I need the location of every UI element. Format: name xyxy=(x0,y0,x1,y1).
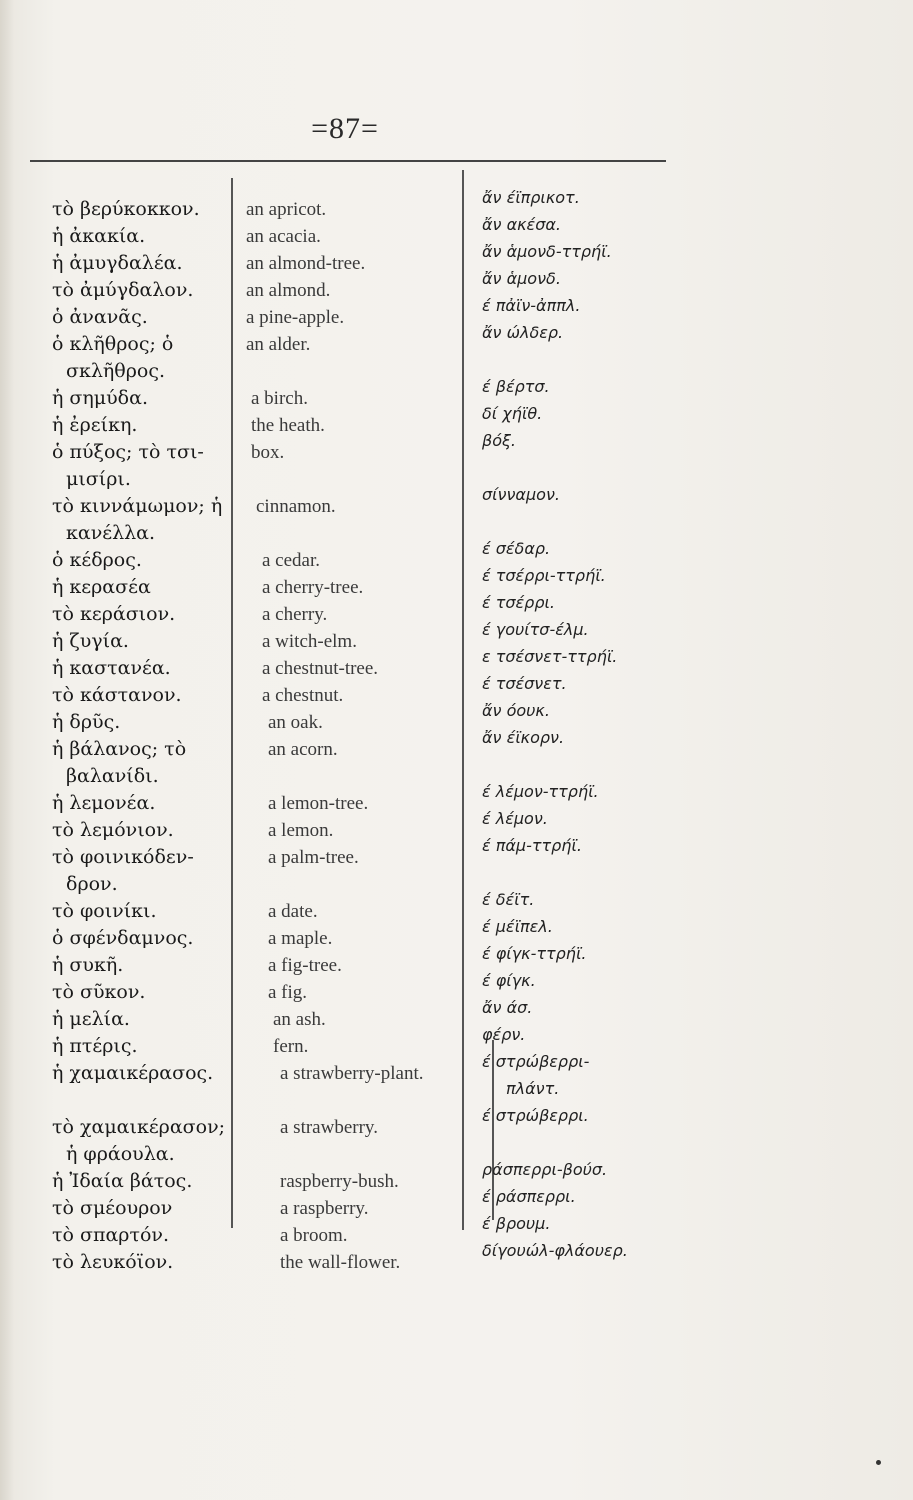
pronunciation-entry xyxy=(482,508,702,535)
english-term: a palm-tree. xyxy=(268,847,359,868)
greek-term: τὸ φοινικόδεν- xyxy=(52,846,194,868)
greek-term: ἡ βάλανος; τὸ xyxy=(52,738,187,760)
pronunciation-entry xyxy=(482,751,702,778)
english-term: a witch-elm. xyxy=(262,631,357,652)
pronunciation-entry: ἄν ακέσα. xyxy=(482,215,561,234)
english-term xyxy=(246,466,466,493)
pronunciation-entry: ἄν έϊκορν. xyxy=(482,728,565,747)
greek-term-continuation: κανέλλα. xyxy=(66,522,156,544)
pronunciation-entry: έ σέδαρ. xyxy=(482,539,551,558)
pronunciation-entry xyxy=(482,346,702,373)
english-term xyxy=(246,1087,466,1114)
english-term: an ash. xyxy=(273,1009,326,1030)
greek-term: τὸ σῦκον. xyxy=(52,981,146,1003)
greek-term: ὁ πύξος; τὸ τσι- xyxy=(52,441,204,463)
greek-term: ἡ καστανέα. xyxy=(52,657,171,679)
greek-term: τὸ χαμαικέρασον; xyxy=(52,1116,226,1138)
pronunciation-entry: έ φίγκ-ττρήϊ. xyxy=(482,944,587,963)
greek-term: ἡ κερασέα xyxy=(52,576,151,598)
pronunciation-column xyxy=(482,184,702,1264)
pronunciation-entry: ἄν ἁμονδ-ττρήϊ. xyxy=(482,242,612,261)
pronunciation-entry: έ πἀϊν-ἀππλ. xyxy=(482,296,581,315)
greek-term-continuation: σκλῆθρος. xyxy=(66,360,165,382)
page-number: =87= xyxy=(311,112,379,145)
pronunciation-entry: έ δέϊτ. xyxy=(482,890,535,909)
greek-term: τὸ κάστανον. xyxy=(52,684,182,706)
english-term: a strawberry. xyxy=(280,1117,378,1138)
english-term xyxy=(246,871,466,898)
english-term xyxy=(246,763,466,790)
english-term: an almond. xyxy=(246,280,331,301)
pronunciation-entry xyxy=(482,1129,702,1156)
english-term: a chestnut. xyxy=(262,685,344,706)
greek-term-continuation: μισίρι. xyxy=(66,468,131,490)
greek-term: τὸ κεράσιον. xyxy=(52,603,176,625)
english-term: a cherry-tree. xyxy=(262,577,364,598)
pronunciation-entry: έ ράσπερρι. xyxy=(482,1187,576,1206)
greek-column xyxy=(52,196,242,1276)
greek-term: τὸ βερύκοκκον. xyxy=(52,198,200,220)
ink-spot xyxy=(876,1460,881,1465)
greek-term: ἡ ἀκακία. xyxy=(52,225,146,247)
english-term: a lemon-tree. xyxy=(268,793,369,814)
greek-term: τὸ σπαρτόν. xyxy=(52,1224,169,1246)
gutter-shadow xyxy=(0,0,14,1500)
pronunciation-entry: έ λέμον. xyxy=(482,809,548,828)
english-term: a pine-apple. xyxy=(246,307,345,328)
pronunciation-entry: βόξ. xyxy=(482,431,517,450)
english-term: an oak. xyxy=(268,712,323,733)
english-term: fern. xyxy=(273,1036,309,1057)
english-term xyxy=(246,358,466,385)
header-rule xyxy=(30,160,666,162)
pronunciation-entry: δί χήϊθ. xyxy=(482,404,543,423)
pronunciation-entry: φέρν. xyxy=(482,1025,526,1044)
greek-term: ἡ συκῆ. xyxy=(52,954,124,976)
greek-term: τὸ λεμόνιον. xyxy=(52,819,174,841)
pronunciation-entry: έ λέμον-ττρήϊ. xyxy=(482,782,599,801)
pronunciation-entry xyxy=(482,454,702,481)
pronunciation-entry xyxy=(482,859,702,886)
greek-term: τὸ κιννάμωμον; ἡ xyxy=(52,495,223,517)
english-term: a fig-tree. xyxy=(268,955,342,976)
english-term: cinnamon. xyxy=(256,496,336,517)
english-term: a strawberry-plant. xyxy=(280,1063,424,1084)
greek-term: ὁ σφένδαμνος. xyxy=(52,927,194,949)
pronunciation-entry: έ τσέρρι. xyxy=(482,593,555,612)
greek-term: ὁ κέδρος. xyxy=(52,549,142,571)
pronunciation-entry: ράσπερρι-βούσ. xyxy=(482,1160,608,1179)
greek-term: τὸ σμέουρον xyxy=(52,1197,173,1219)
greek-term: ἡ Ἰδαία βάτος. xyxy=(52,1170,193,1192)
english-term: a date. xyxy=(268,901,318,922)
english-term: a chestnut-tree. xyxy=(262,658,379,679)
english-term: a birch. xyxy=(251,388,308,409)
greek-term: ἡ ζυγία. xyxy=(52,630,129,652)
pronunciation-entry: έ στρώβερρι- xyxy=(482,1052,590,1071)
pronunciation-entry: ἄν ἁμονδ. xyxy=(482,269,561,288)
english-term: the heath. xyxy=(251,415,325,436)
greek-term-continuation: βαλανίδι. xyxy=(66,765,159,787)
english-term: a fig. xyxy=(268,982,308,1003)
pronunciation-continuation: πλάντ. xyxy=(506,1079,560,1098)
english-term: a cedar. xyxy=(262,550,321,571)
pronunciation-entry: ἄν όουκ. xyxy=(482,701,550,720)
pronunciation-entry: έ τσέρρι-ττρήϊ. xyxy=(482,566,606,585)
english-term: box. xyxy=(251,442,285,463)
pronunciation-entry: ἄν ώλδερ. xyxy=(482,323,564,342)
english-term: an acorn. xyxy=(268,739,338,760)
english-term: an apricot. xyxy=(246,199,327,220)
greek-term: τὸ ἀμύγδαλον. xyxy=(52,279,194,301)
greek-term xyxy=(52,1087,242,1114)
greek-term: ἡ ἐρείκη. xyxy=(52,414,138,436)
greek-term: ὁ ἀνανᾶς. xyxy=(52,306,148,328)
pronunciation-entry: έ μέϊπελ. xyxy=(482,917,553,936)
pronunciation-entry: έ πάμ-ττρήϊ. xyxy=(482,836,582,855)
english-term: the wall-flower. xyxy=(280,1252,401,1273)
greek-term: ἡ σημύδα. xyxy=(52,387,148,409)
english-term xyxy=(246,1141,466,1168)
greek-term: τὸ φοινίκι. xyxy=(52,900,157,922)
english-term: an alder. xyxy=(246,334,311,355)
english-term: a cherry. xyxy=(262,604,328,625)
pronunciation-entry: δίγουώλ-φλάουερ. xyxy=(482,1241,628,1260)
english-term: an acacia. xyxy=(246,226,321,247)
pronunciation-entry: έ βρουμ. xyxy=(482,1214,551,1233)
english-column xyxy=(246,196,466,1276)
pronunciation-entry: έ τσέσνετ. xyxy=(482,674,567,693)
greek-term: τὸ λευκόϊον. xyxy=(52,1251,174,1273)
pronunciation-entry: έ φίγκ. xyxy=(482,971,536,990)
pronunciation-entry: ἄν έϊπρικοτ. xyxy=(482,188,580,207)
english-term: a maple. xyxy=(268,928,333,949)
pronunciation-entry: ε τσέσνετ-ττρήϊ. xyxy=(482,647,618,666)
pronunciation-entry: έ γουίτσ-έλμ. xyxy=(482,620,589,639)
greek-term: ἡ λεμονέα. xyxy=(52,792,156,814)
pronunciation-entry: σίνναμον. xyxy=(482,485,560,504)
greek-term: ὁ κλῆθρος; ὁ xyxy=(52,333,174,355)
pronunciation-entry: έ στρώβερρι. xyxy=(482,1106,589,1125)
english-term: a lemon. xyxy=(268,820,334,841)
greek-term: ἡ χαμαικέρασος. xyxy=(52,1062,214,1084)
english-term: a broom. xyxy=(280,1225,348,1246)
pronunciation-entry: έ βέρτσ. xyxy=(482,377,550,396)
english-term: raspberry-bush. xyxy=(280,1171,399,1192)
greek-term: ἡ δρῦς. xyxy=(52,711,121,733)
greek-term: ἡ ἀμυγδαλέα. xyxy=(52,252,183,274)
greek-term: ἡ μελία. xyxy=(52,1008,130,1030)
greek-term: ἡ πτέρις. xyxy=(52,1035,138,1057)
greek-term: ἡ φράουλα. xyxy=(66,1143,175,1165)
english-term xyxy=(246,520,466,547)
greek-term-continuation: δρον. xyxy=(66,873,118,895)
english-term: a raspberry. xyxy=(280,1198,369,1219)
english-term: an almond-tree. xyxy=(246,253,366,274)
pronunciation-entry: ἄν άσ. xyxy=(482,998,533,1017)
